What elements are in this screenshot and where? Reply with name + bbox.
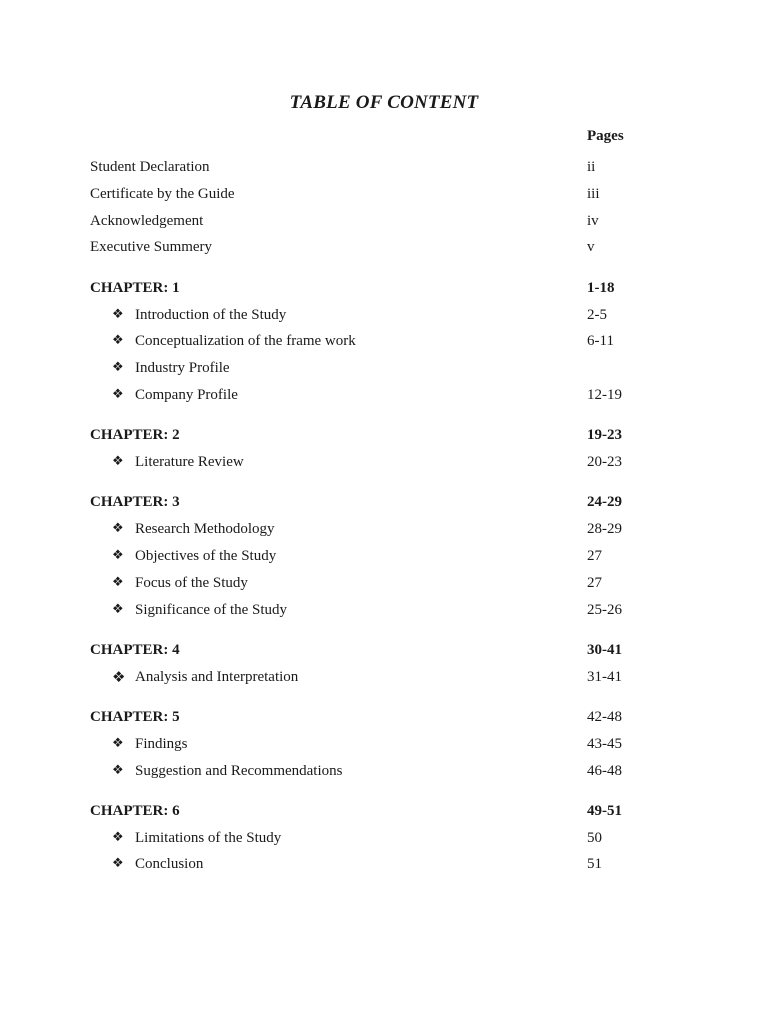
front-matter-entry-page-number: iii bbox=[587, 185, 600, 202]
toc-entry bbox=[0, 330, 768, 352]
front-matter-entry-label: Acknowledgement bbox=[90, 212, 204, 229]
toc-entry-page-number: 31-41 bbox=[587, 668, 622, 685]
toc-entry-label: Conclusion bbox=[135, 856, 204, 873]
diamond-bullet-icon: ❖ bbox=[112, 306, 124, 322]
toc-entry bbox=[0, 518, 768, 540]
toc-entry-label: Findings bbox=[135, 735, 188, 752]
toc-entry-label: Research Methodology bbox=[135, 521, 275, 538]
front-matter-entry-page-number: ii bbox=[587, 159, 596, 175]
toc-entry bbox=[0, 760, 768, 782]
toc-entry-label: Focus of the Study bbox=[135, 574, 248, 591]
chapter-heading bbox=[0, 639, 768, 661]
front-matter-entry-label: Certificate by the Guide bbox=[90, 185, 235, 202]
toc-entry-label: Limitations of the Study bbox=[135, 829, 282, 846]
toc-entry-page-number: 28-29 bbox=[587, 521, 622, 538]
toc-entry bbox=[0, 666, 768, 688]
chapter-heading bbox=[0, 277, 768, 299]
chapter-heading-label: CHAPTER: 3 bbox=[90, 494, 180, 511]
toc-entry-page-number: 27 bbox=[587, 547, 602, 564]
chapter-heading bbox=[0, 424, 768, 446]
front-matter-entry bbox=[0, 210, 768, 232]
front-matter-entry-label: Executive Summery bbox=[90, 239, 213, 256]
toc-entry-page-number: 46-48 bbox=[587, 762, 622, 779]
diamond-bullet-icon: ❖ bbox=[112, 454, 124, 469]
toc-entry bbox=[0, 451, 768, 473]
diamond-bullet-icon: ❖ bbox=[112, 386, 124, 402]
diamond-bullet-icon: ❖ bbox=[112, 829, 124, 845]
toc-entry bbox=[0, 545, 768, 567]
front-matter-entry-label: Student Declaration bbox=[90, 159, 210, 175]
chapter-heading-label: CHAPTER: 4 bbox=[90, 641, 180, 658]
chapter-heading-label: CHAPTER: 6 bbox=[90, 802, 180, 819]
toc-entry-page-number: 25-26 bbox=[587, 601, 622, 618]
toc-entry-page-number: 2-5 bbox=[587, 306, 607, 323]
toc-entry-label: Suggestion and Recommendations bbox=[135, 762, 343, 779]
chapter-heading-page-number: 42-48 bbox=[587, 708, 622, 725]
toc-entry-label: Analysis and Interpretation bbox=[135, 668, 299, 685]
toc-entry-page-number: 43-45 bbox=[587, 735, 622, 752]
toc-entry-label: Introduction of the Study bbox=[135, 306, 287, 323]
toc-entry bbox=[0, 733, 768, 755]
chapter-heading-page-number: 49-51 bbox=[587, 802, 622, 819]
diamond-bullet-icon: ❖ bbox=[112, 574, 124, 590]
chapter-heading-page-number: 30-41 bbox=[587, 641, 622, 658]
pages-column-header: Pages bbox=[587, 128, 624, 144]
front-matter-entry bbox=[0, 156, 768, 178]
chapter-heading-label: CHAPTER: 1 bbox=[90, 279, 180, 296]
chapter-heading bbox=[0, 491, 768, 513]
toc-entry-label: Company Profile bbox=[135, 386, 238, 403]
front-matter-entry-page-number: v bbox=[587, 239, 595, 256]
front-matter-entry-page-number: iv bbox=[587, 212, 599, 229]
toc-entry-page-number: 51 bbox=[587, 856, 602, 873]
diamond-bullet-icon: ❖ bbox=[112, 360, 124, 376]
diamond-bullet-icon: ❖ bbox=[112, 735, 124, 751]
chapter-heading-label: CHAPTER: 5 bbox=[90, 708, 180, 725]
diamond-bullet-icon: ❖ bbox=[112, 601, 124, 617]
diamond-bullet-icon: ❖ bbox=[112, 667, 126, 686]
toc-entry-label: Literature Review bbox=[135, 454, 244, 470]
diamond-bullet-icon: ❖ bbox=[112, 333, 124, 349]
toc-entry bbox=[0, 853, 768, 875]
page-title: TABLE OF CONTENT bbox=[289, 92, 479, 113]
toc-entry bbox=[0, 599, 768, 621]
diamond-bullet-icon: ❖ bbox=[112, 521, 124, 537]
toc-entry-page-number: 20-23 bbox=[587, 454, 622, 470]
front-matter-entry bbox=[0, 236, 768, 258]
toc-entry-page-number: 6-11 bbox=[587, 333, 614, 350]
front-matter-entry bbox=[0, 183, 768, 205]
diamond-bullet-icon: ❖ bbox=[112, 547, 124, 563]
toc-entry-label: Objectives of the Study bbox=[135, 547, 277, 564]
toc-entry bbox=[0, 572, 768, 594]
toc-entry-label: Conceptualization of the frame work bbox=[135, 333, 356, 350]
chapter-heading-label: CHAPTER: 2 bbox=[90, 427, 180, 444]
chapter-heading-page-number: 19-23 bbox=[587, 427, 622, 444]
chapter-heading-page-number: 24-29 bbox=[587, 494, 622, 511]
toc-entry-page-number: 50 bbox=[587, 829, 602, 846]
toc-entry bbox=[0, 357, 768, 379]
toc-entry-label: Significance of the Study bbox=[135, 601, 288, 618]
toc-entry bbox=[0, 304, 768, 326]
toc-entry bbox=[0, 384, 768, 406]
toc-entry-label: Industry Profile bbox=[135, 360, 230, 377]
toc-entry bbox=[0, 827, 768, 849]
toc-entry-page-number: 12-19 bbox=[587, 386, 622, 403]
toc-entry-page-number: 27 bbox=[587, 574, 602, 591]
chapter-heading-page-number: 1-18 bbox=[587, 279, 615, 296]
chapter-heading bbox=[0, 800, 768, 822]
diamond-bullet-icon: ❖ bbox=[112, 856, 124, 872]
diamond-bullet-icon: ❖ bbox=[112, 762, 124, 778]
chapter-heading bbox=[0, 706, 768, 728]
